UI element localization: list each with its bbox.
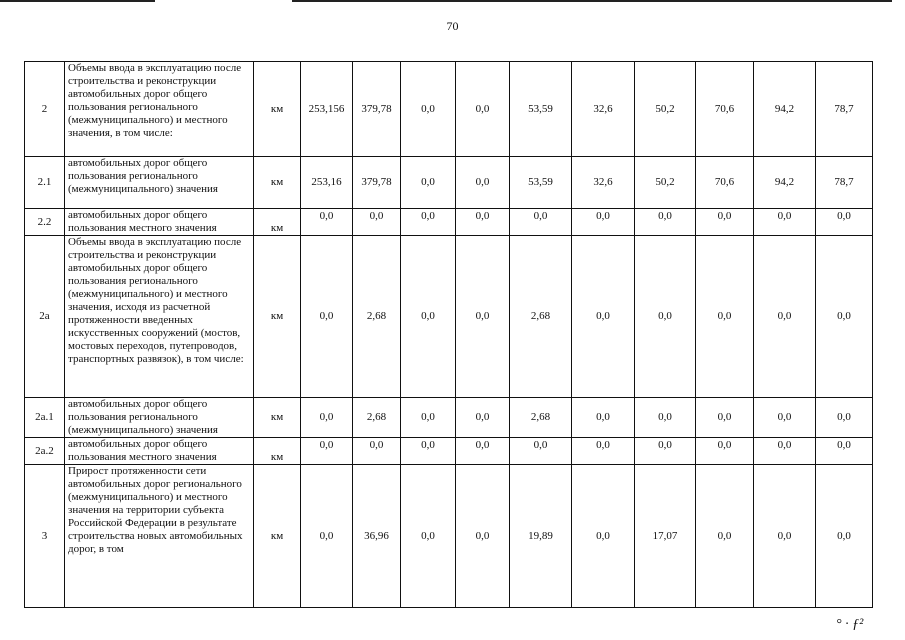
value-cell: 0,0 [401, 398, 456, 438]
value-cell: 70,6 [696, 62, 754, 157]
row-description: автомобильных дорог общего пользования регионального (межмуниципального) значения [65, 157, 254, 209]
table-row [25, 209, 873, 236]
value-cell: 0,0 [301, 465, 353, 608]
value-cell: 379,78 [353, 62, 401, 157]
value-cell: 0,0 [456, 236, 510, 398]
value-cell: 0,0 [456, 62, 510, 157]
value-cell: 0,0 [635, 438, 696, 465]
row-description: Объемы ввода в эксплуатацию после строительства и реконструкции автомобильных дорог общего пользования регионального (межмуниципального) и местного значения, в том числе: [65, 62, 254, 157]
table-row [25, 157, 873, 209]
row-number: 3 [25, 465, 65, 608]
value-cell: 0,0 [572, 398, 635, 438]
row-unit: км [254, 398, 301, 438]
row-number: 2.2 [25, 209, 65, 236]
value-cell: 2,68 [510, 398, 572, 438]
value-cell: 2,68 [510, 236, 572, 398]
value-cell: 94,2 [754, 62, 816, 157]
value-cell: 0,0 [696, 465, 754, 608]
row-number: 2а.1 [25, 398, 65, 438]
value-cell: 0,0 [754, 438, 816, 465]
value-cell: 19,89 [510, 465, 572, 608]
row-description: автомобильных дорог общего пользования местного значения [65, 209, 254, 236]
table-row [25, 398, 873, 438]
value-cell: 0,0 [754, 398, 816, 438]
row-number: 2.1 [25, 157, 65, 209]
value-cell: 0,0 [301, 209, 353, 236]
value-cell: 0,0 [754, 209, 816, 236]
row-unit: км [254, 157, 301, 209]
value-cell: 0,0 [401, 62, 456, 157]
row-description: автомобильных дорог общего пользования регионального (межмуниципального) значения [65, 398, 254, 438]
value-cell: 0,0 [401, 157, 456, 209]
value-cell: 0,0 [456, 465, 510, 608]
value-cell: 253,16 [301, 157, 353, 209]
value-cell: 0,0 [696, 236, 754, 398]
value-cell: 0,0 [696, 209, 754, 236]
value-cell: 0,0 [301, 438, 353, 465]
row-number: 2а [25, 236, 65, 398]
value-cell: 53,59 [510, 62, 572, 157]
value-cell: 0,0 [696, 438, 754, 465]
table-row [25, 438, 873, 465]
value-cell: 94,2 [754, 157, 816, 209]
value-cell: 70,6 [696, 157, 754, 209]
page-number: 70 [446, 19, 459, 33]
table-body [25, 62, 873, 608]
value-cell: 0,0 [816, 398, 873, 438]
value-cell: 36,96 [353, 465, 401, 608]
value-cell: 0,0 [572, 465, 635, 608]
value-cell: 17,07 [635, 465, 696, 608]
value-cell: 50,2 [635, 62, 696, 157]
indicator-table [24, 61, 873, 608]
value-cell: 0,0 [754, 465, 816, 608]
value-cell: 0,0 [456, 157, 510, 209]
value-cell: 0,0 [754, 236, 816, 398]
value-cell: 0,0 [401, 438, 456, 465]
value-cell: 2,68 [353, 236, 401, 398]
value-cell: 0,0 [572, 438, 635, 465]
value-cell: 0,0 [816, 236, 873, 398]
value-cell: 0,0 [353, 438, 401, 465]
top-rule-right [292, 0, 892, 2]
row-description: автомобильных дорог общего пользования местного значения [65, 438, 254, 465]
value-cell: 2,68 [353, 398, 401, 438]
value-cell: 0,0 [696, 398, 754, 438]
value-cell: 78,7 [816, 62, 873, 157]
value-cell: 50,2 [635, 157, 696, 209]
value-cell: 0,0 [456, 209, 510, 236]
value-cell: 0,0 [572, 209, 635, 236]
value-cell: 0,0 [401, 465, 456, 608]
value-cell: 0,0 [635, 209, 696, 236]
value-cell: 32,6 [572, 62, 635, 157]
value-cell: 0,0 [301, 398, 353, 438]
value-cell: 0,0 [353, 209, 401, 236]
value-cell: 253,156 [301, 62, 353, 157]
value-cell: 0,0 [572, 236, 635, 398]
row-description: Объемы ввода в эксплуатацию после строительства и реконструкции автомобильных дорог общего пользования регионального (межмуниципального) и местного значения, исходя из расчетной протяженности введенных искусственных сооружений (мостов, мостовых переходов, путепроводов, транспортных развязок), в том числе: [65, 236, 254, 398]
value-cell: 53,59 [510, 157, 572, 209]
row-unit: км [254, 438, 301, 465]
row-unit: км [254, 465, 301, 608]
value-cell: 0,0 [816, 209, 873, 236]
value-cell: 0,0 [635, 398, 696, 438]
value-cell: 0,0 [456, 438, 510, 465]
value-cell: 0,0 [401, 236, 456, 398]
table-row [25, 465, 873, 608]
row-unit: км [254, 209, 301, 236]
value-cell: 0,0 [301, 236, 353, 398]
table-row [25, 62, 873, 157]
value-cell: 379,78 [353, 157, 401, 209]
value-cell: 78,7 [816, 157, 873, 209]
table-row [25, 236, 873, 398]
row-number: 2а.2 [25, 438, 65, 465]
value-cell: 0,0 [510, 438, 572, 465]
top-rule-left [0, 0, 155, 2]
row-description: Прирост протяженности сети автомобильных дорог регионального (межмуниципального) и местного значения на территории субъекта Российской Федерации в результате строительства новых автомобильных дорог, в том [65, 465, 254, 608]
row-number: 2 [25, 62, 65, 157]
row-unit: км [254, 236, 301, 398]
value-cell: 0,0 [510, 209, 572, 236]
value-cell: 0,0 [401, 209, 456, 236]
value-cell: 0,0 [816, 465, 873, 608]
row-unit: км [254, 62, 301, 157]
value-cell: 0,0 [816, 438, 873, 465]
value-cell: 32,6 [572, 157, 635, 209]
handwritten-mark: ° · ƒ² [836, 617, 864, 632]
value-cell: 0,0 [456, 398, 510, 438]
value-cell: 0,0 [635, 236, 696, 398]
